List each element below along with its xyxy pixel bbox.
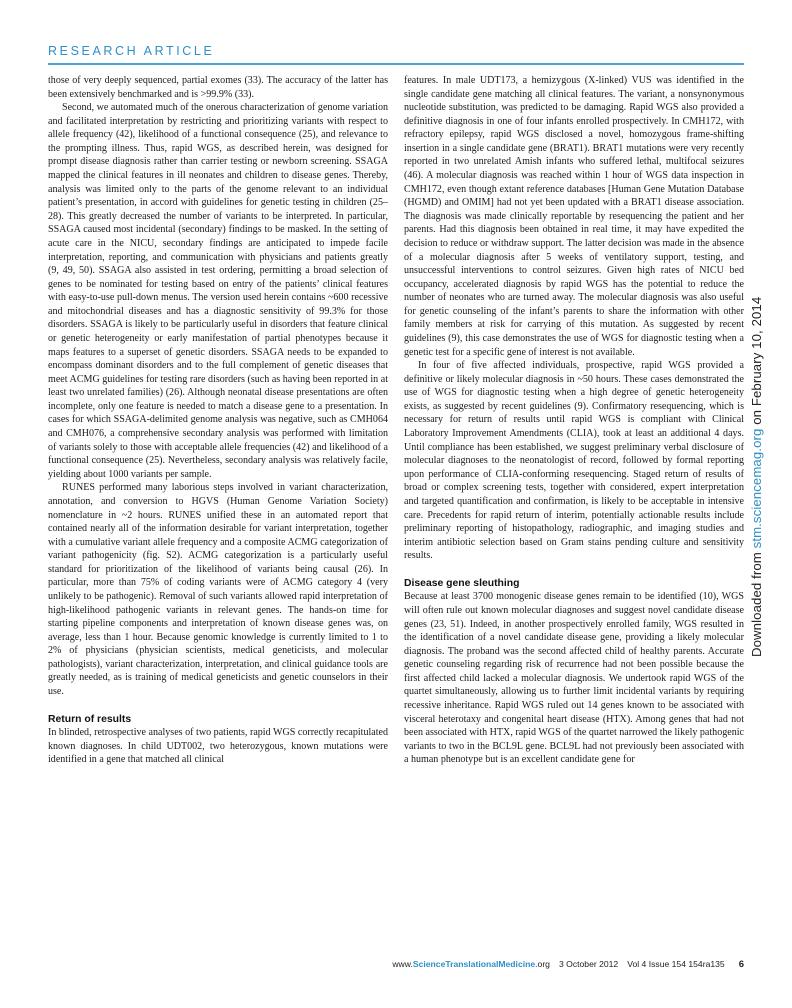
paragraph: Second, we automated much of the onerous characterization of genome variation and facilitated interpretation by restricting and prioritizing variants with respect to allele frequency (42), likelihood of a functional consequence (25), and relevance to the prompting illness. Thus, rapid WGS, as described herein, was designed for prompt disease diagnosis rather than carrier testing or newborn screening. SSAGA mapped the clinical features in ill neonates and children to disease genes. Thereby, analysis was limited only to the parts of the genome relevant to an individual patient’s presentation, in accord with guidelines for genetic testing in children (25–28). This greatly decreased the number of variants to be interpreted. In particular, SSAGA caused most incidental (secondary) findings to be masked. In the setting of acute care in the NICU, secondary findings are anticipated to impede facile interpretation, reporting, and communication with physicians and patients greatly (9, 49, 50). SSAGA also assisted in test ordering, permitting a broad selection of genes to be nominated for testing based on entry of the patients’ clinical features with easy-to-use pull-down menus. The version used herein contains ~600 recessive and mitochondrial diseases and has a diagnostic sensitivity of 99.3% for those disorders. SSAGA is likely to be particularly useful in disorders that feature clinical or genetic heterogeneity or early manifestation of partial phenotypes because it maps features to a superset of genetic disorders. SSAGA needs to be expanded to encompass dominant disorders and to the full complement of genetic diseases that meet ACMG guidelines for testing rare disorders (such as having been reported in at least two unrelated families) (26). Although neonatal disease presentations are often incomplete, only one feature is needed to match a disease gene to a presentation. In cases for which SSAGA-delimited genome analysis was negative, such as CMH064 and CMH076, a comprehensive secondary analysis was performed with limitation of variants solely to those with acceptable allele frequencies (42) and likelihood of a functional consequence (25). Nevertheless, secondary analysis was relatively facile, yielding about 1000 variants per sample. [48,102,388,480]
download-suffix: on February 10, 2014 [749,296,764,429]
footer-site-name[interactable]: ScienceTranslationalMedicine [412,959,536,969]
section-label: RESEARCH ARTICLE [48,44,215,58]
paragraph: RUNES performed many laborious steps involved in variant characterization, annotation, and conversion to HGVS (Human Genome Variation Society) nomenclature in ~2 hours. RUNES unified these in an automated report that contained nearly all of the information desirable for variant interpretation, together with a cumulative variant allele frequency and a composite ACMG categorization of variant pathogenicity (fig. S2). ACMG categorization is a particularly useful standard for prioritization of the likelihood of variants being causal (26). In particular, more than 75% of coding variants were of ACMG category 4 (very unlikely to be pathogenic). Removal of such variants allowed rapid interpretation of high-likelihood pathogenic variants in relevant genes. The hands-on time for starting pipeline components and interpretation of known disease genes was, on average, less than 1 hour. Because genomic knowledge is currently limited to 1 to 2% of physicians (physician scientists, medical geneticists, and molecular pathologists), variant characterization, interpretation, and clinical guidance tools are greatly needed, as is training of medical geneticists and genetic counselors in their use. [48,482,388,698]
footer-site-suffix: .org [535,959,550,969]
right-column [404,74,744,767]
header-rule [48,63,744,65]
download-prefix: Downloaded from [749,548,764,657]
footer-date: 3 October 2012 [558,959,619,969]
paragraph: In four of five affected individuals, prospective, rapid WGS provided a definitive or likely molecular diagnosis in ~50 hours. These cases demonstrated the use of WGS for diagnostic testing when a high degree of genetic heterogeneity exists, as suggested by recent guidelines (9). Confirmatory resequencing, which is necessary for return of results until rapid WGS is compliant with Clinical Laboratory Improvement Amendments (CLIA), took at least an additional 4 days. Until compliance has been established, we suggest preliminary verbal disclosure of molecular diagnoses to the neonatologist of record, followed by formal reporting upon performance of CLIA-conforming resequencing. Staged return of results of broad or complex screening tests, together with considered, expert interpretation and targeted quantification and confirmation, is likely to be acceptable in intensive care. Precedents for rapid return of interim, potentially actionable results include preliminary reporting of histopathology, radiographic, and imaging studies and interim antibiotic selection based on Gram stains pending culture and sensitivity results. [404,360,744,562]
download-link[interactable]: stm.sciencemag.org [749,428,764,549]
paragraph: In blinded, retrospective analyses of two patients, rapid WGS correctly recapitulated known diagnoses. In child UDT002, two heterozygous, known mutations were identified in a gene that matched all clinical [48,727,388,766]
page-number: 6 [738,959,744,970]
paragraph: those of very deeply sequenced, partial exomes (33). The accuracy of the latter has been extensively benchmarked and is >99.9% (33). [48,75,388,100]
paragraph: Because at least 3700 monogenic disease genes remain to be identified (10), WGS will often rule out known molecular diagnoses and suggest novel candidate disease genes (23, 51). Indeed, in another prospectively enrolled family, WGS resulted in the identification of a novel candidate disease gene, providing a likely molecular diagnosis. The proband was the second affected child of healthy parents. Accurate genetic counseling regarding risk of recurrence had not been possible because the first affected child lacked a molecular diagnosis. We undertook rapid WGS of the quartet simultaneously, allowing us to further limit incidental variants by requiring recessive inheritance. Rapid WGS ruled out 14 genes known to be associated with visceral heterotaxy and congenital heart disease (HTX). Among genes that had not been associated with HTX, rapid WGS of the quartet narrowed the likely pathogenic variants to two in the BCL9L gene. BCL9L had not previously been associated with a human phenotype but is an excellent candidate gene for [404,591,744,766]
left-column [48,74,388,767]
footer-site-prefix: www. [392,959,413,969]
page-footer [392,959,744,970]
section-heading-disease-gene-sleuthing: Disease gene sleuthing [404,577,520,589]
paragraph: features. In male UDT173, a hemizygous (X-linked) VUS was identified in the single candidate gene matching all clinical features. The variant, a nonsynonymous nucleotide substitution, was predicted to be damaging. Rapid WGS also provided a definitive diagnosis in one of four infants enrolled prospectively. In CMH172, with refractory epilepsy, rapid WGS disclosed a novel, homozygous frame-shifting insertion in a single candidate gene (BRAT1). BRAT1 mutations were very recently reported in two unrelated Amish infants who suffered lethal, multifocal seizures (46). A molecular diagnosis was reached within 1 hour of WGS data inspection in CMH172, even though extant reference databases [Human Gene Mutation Database (HGMD) and OMIM] had not yet been updated with a BRAT1 disease association. The diagnosis was made clinically reportable by resequencing the patient and her parents. Had this diagnosis been obtained in real time, it may have expedited the decision to reduce or withdraw support. The latter decision was made in the absence of a molecular diagnosis after 5 weeks of ventilatory support, testing, and unsuccessful interventions to control seizures. Given high rates of NICU bed occupancy, accelerated diagnosis by rapid WGS has the potential to reduce the number of neonates who are turned away. The molecular diagnosis was also useful for genetic counseling of the infant’s parents to share the information with other family members at risk for carrying of this mutation. As suggested by recent guidelines (9), this case demonstrates the use of WGS for diagnostic testing when a genetic test for a specific gene of interest is not available. [404,75,744,358]
footer-volume: Vol 4 Issue 154 154ra135 [627,959,725,969]
section-heading-return-of-results: Return of results [48,713,132,725]
